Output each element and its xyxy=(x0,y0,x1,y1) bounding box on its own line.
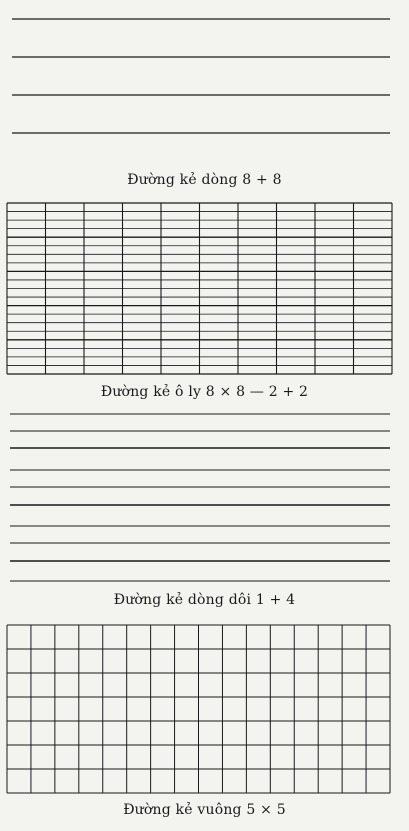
figure-caption-3: Đường kẻ dòng dôi 1 + 4 xyxy=(113,592,296,608)
figure-caption-1: Đường kẻ dòng 8 + 8 xyxy=(127,172,282,188)
figure-caption-4: Đường kẻ vuông 5 × 5 xyxy=(123,802,286,818)
figure-caption-2: Đường kẻ ô ly 8 × 8 — 2 + 2 xyxy=(100,384,309,400)
